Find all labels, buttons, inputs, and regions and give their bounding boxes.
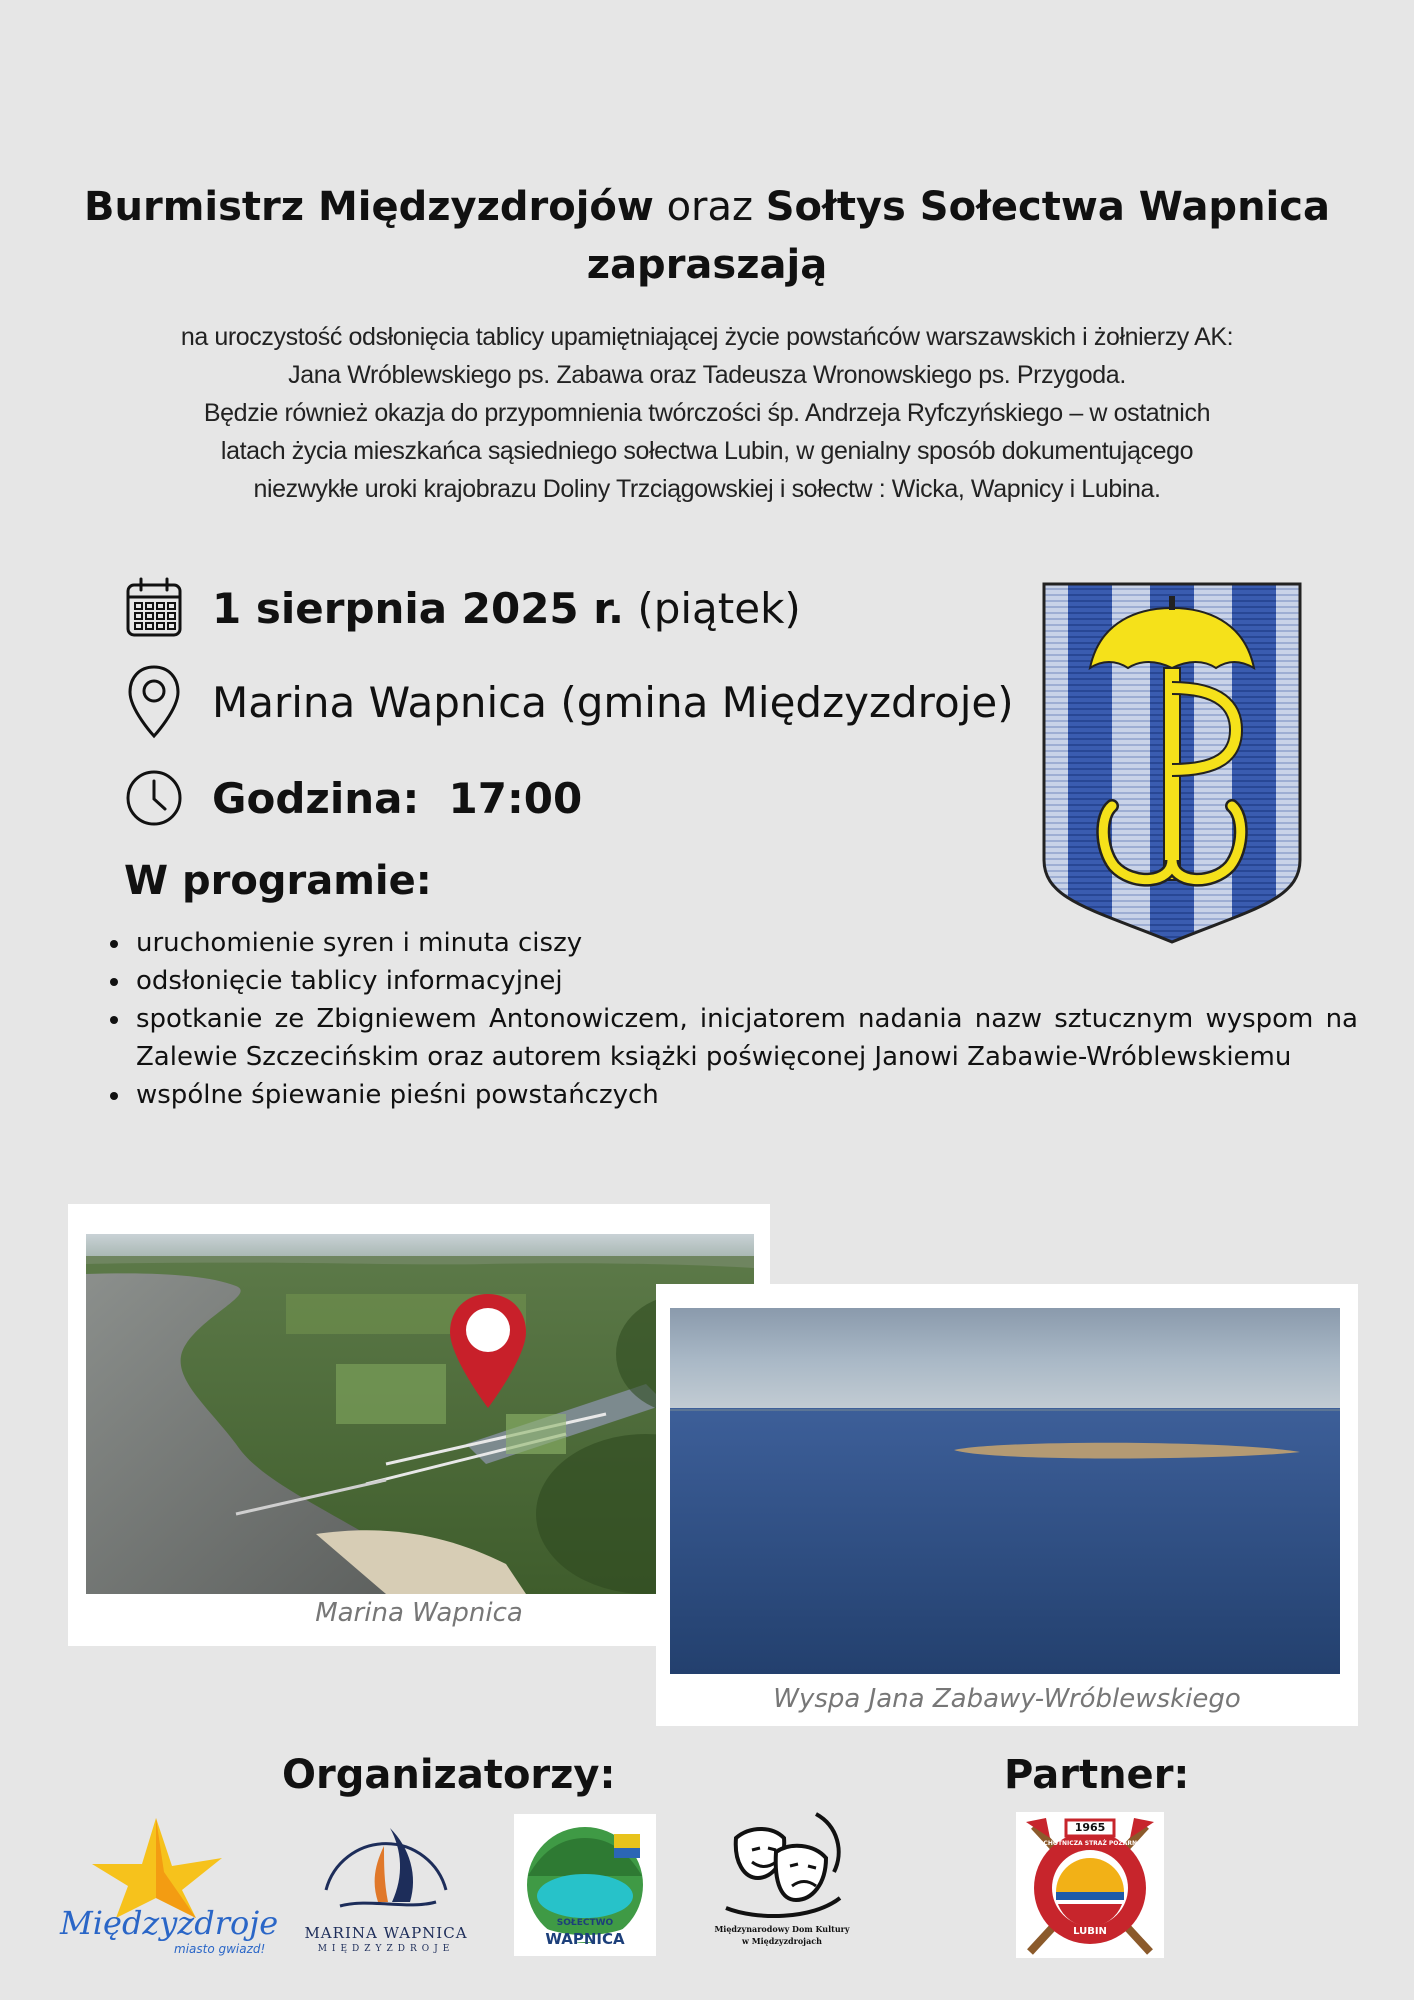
program-title: W programie: — [124, 858, 432, 904]
logo-subtext: MIĘDZYZDROJE — [317, 1944, 455, 1954]
marina-wapnica-logo — [300, 1810, 472, 1960]
marina-aerial-photo — [86, 1234, 754, 1594]
logo-subtext: miasto gwiazd! — [174, 1942, 266, 1956]
island-photo — [670, 1308, 1340, 1674]
event-place: Marina Wapnica (gmina Międzyzdroje) — [212, 677, 1014, 727]
location-pin-icon — [124, 670, 184, 734]
intro-line: Jana Wróblewskiego ps. Zabawa oraz Tadeusza Wronowskiego ps. Przygoda. — [288, 361, 1126, 389]
logo-text: Międzyzdroje — [60, 1904, 279, 1942]
list-item: • spotkanie ze Zbigniewem Antonowiczem, inicjatorem nadania nazw sztucznym wyspom na Zalewie Szczecińskim oraz autorem książki poświęconej Janowi Zabawie-Wróblewskiemu — [132, 1000, 1358, 1076]
place-row — [124, 670, 1014, 734]
headline-line1: Burmistrz Międzyzdrojów oraz Sołtys Sołectwa Wapnica — [84, 184, 1330, 230]
clock-icon — [124, 766, 184, 830]
calendar-icon — [124, 576, 184, 640]
logo-year: 1965 — [1074, 1821, 1106, 1834]
solectwo-wapnica-logo — [514, 1814, 656, 1956]
emblem-shield — [1040, 580, 1304, 946]
list-item: • odsłonięcie tablicy informacyjnej — [132, 962, 1358, 1000]
map-pin-icon — [448, 1292, 528, 1410]
headline — [60, 178, 1354, 294]
intro-line: latach życia mieszkańca sąsiedniego sołectwa Lubin, w genialny sposób dokumentującego — [220, 437, 1194, 465]
date-row — [124, 576, 801, 640]
intro-line: na uroczystość odsłonięcia tablicy upamiętniającej życie powstańców warszawskich i żołnierzy AK: — [180, 323, 1234, 351]
osp-lubin-logo — [1016, 1812, 1164, 1958]
intro-paragraph — [60, 318, 1354, 508]
logo-text: OCHOTNICZA STRAŻ POŻARNA — [1038, 1840, 1142, 1847]
list-item: • wspólne śpiewanie pieśni powstańczych — [132, 1076, 1358, 1114]
organizers-label: Organizatorzy: — [282, 1752, 616, 1798]
photo-card-island — [656, 1284, 1358, 1726]
logo-text: SOŁECTWO — [556, 1918, 614, 1928]
miedzyzdroje-logo — [56, 1812, 279, 1962]
logo-text: Międzynarodowy Dom Kultury — [714, 1924, 850, 1934]
logo-subtext: WAPNICA — [545, 1930, 625, 1948]
time-row — [124, 766, 582, 830]
headline-line2: zapraszają — [586, 242, 828, 288]
photo1-caption: Marina Wapnica — [315, 1598, 523, 1628]
logo-subtext: LUBIN — [1073, 1926, 1107, 1937]
intro-line: niezwykłe uroki krajobrazu Doliny Trzciągowskiej i sołectw : Wicka, Wapnicy i Lubina. — [253, 475, 1161, 503]
partner-label: Partner: — [1004, 1752, 1190, 1798]
event-date: 1 sierpnia 2025 r. (piątek) — [212, 583, 801, 633]
mdk-logo — [706, 1808, 858, 1958]
photo2-caption: Wyspa Jana Zabawy-Wróblewskiego — [773, 1684, 1241, 1714]
event-time: Godzina: 17:00 — [212, 773, 583, 823]
program-list — [104, 924, 1358, 1114]
logo-subtext: w Międzyzdrojach — [742, 1936, 822, 1946]
logo-text: MARINA WAPNICA — [304, 1924, 468, 1942]
list-item: • uruchomienie syren i minuta ciszy — [132, 924, 1358, 962]
intro-line: Będzie również okazja do przypomnienia twórczości śp. Andrzeja Ryfczyńskiego – w ostatnich — [203, 399, 1211, 427]
